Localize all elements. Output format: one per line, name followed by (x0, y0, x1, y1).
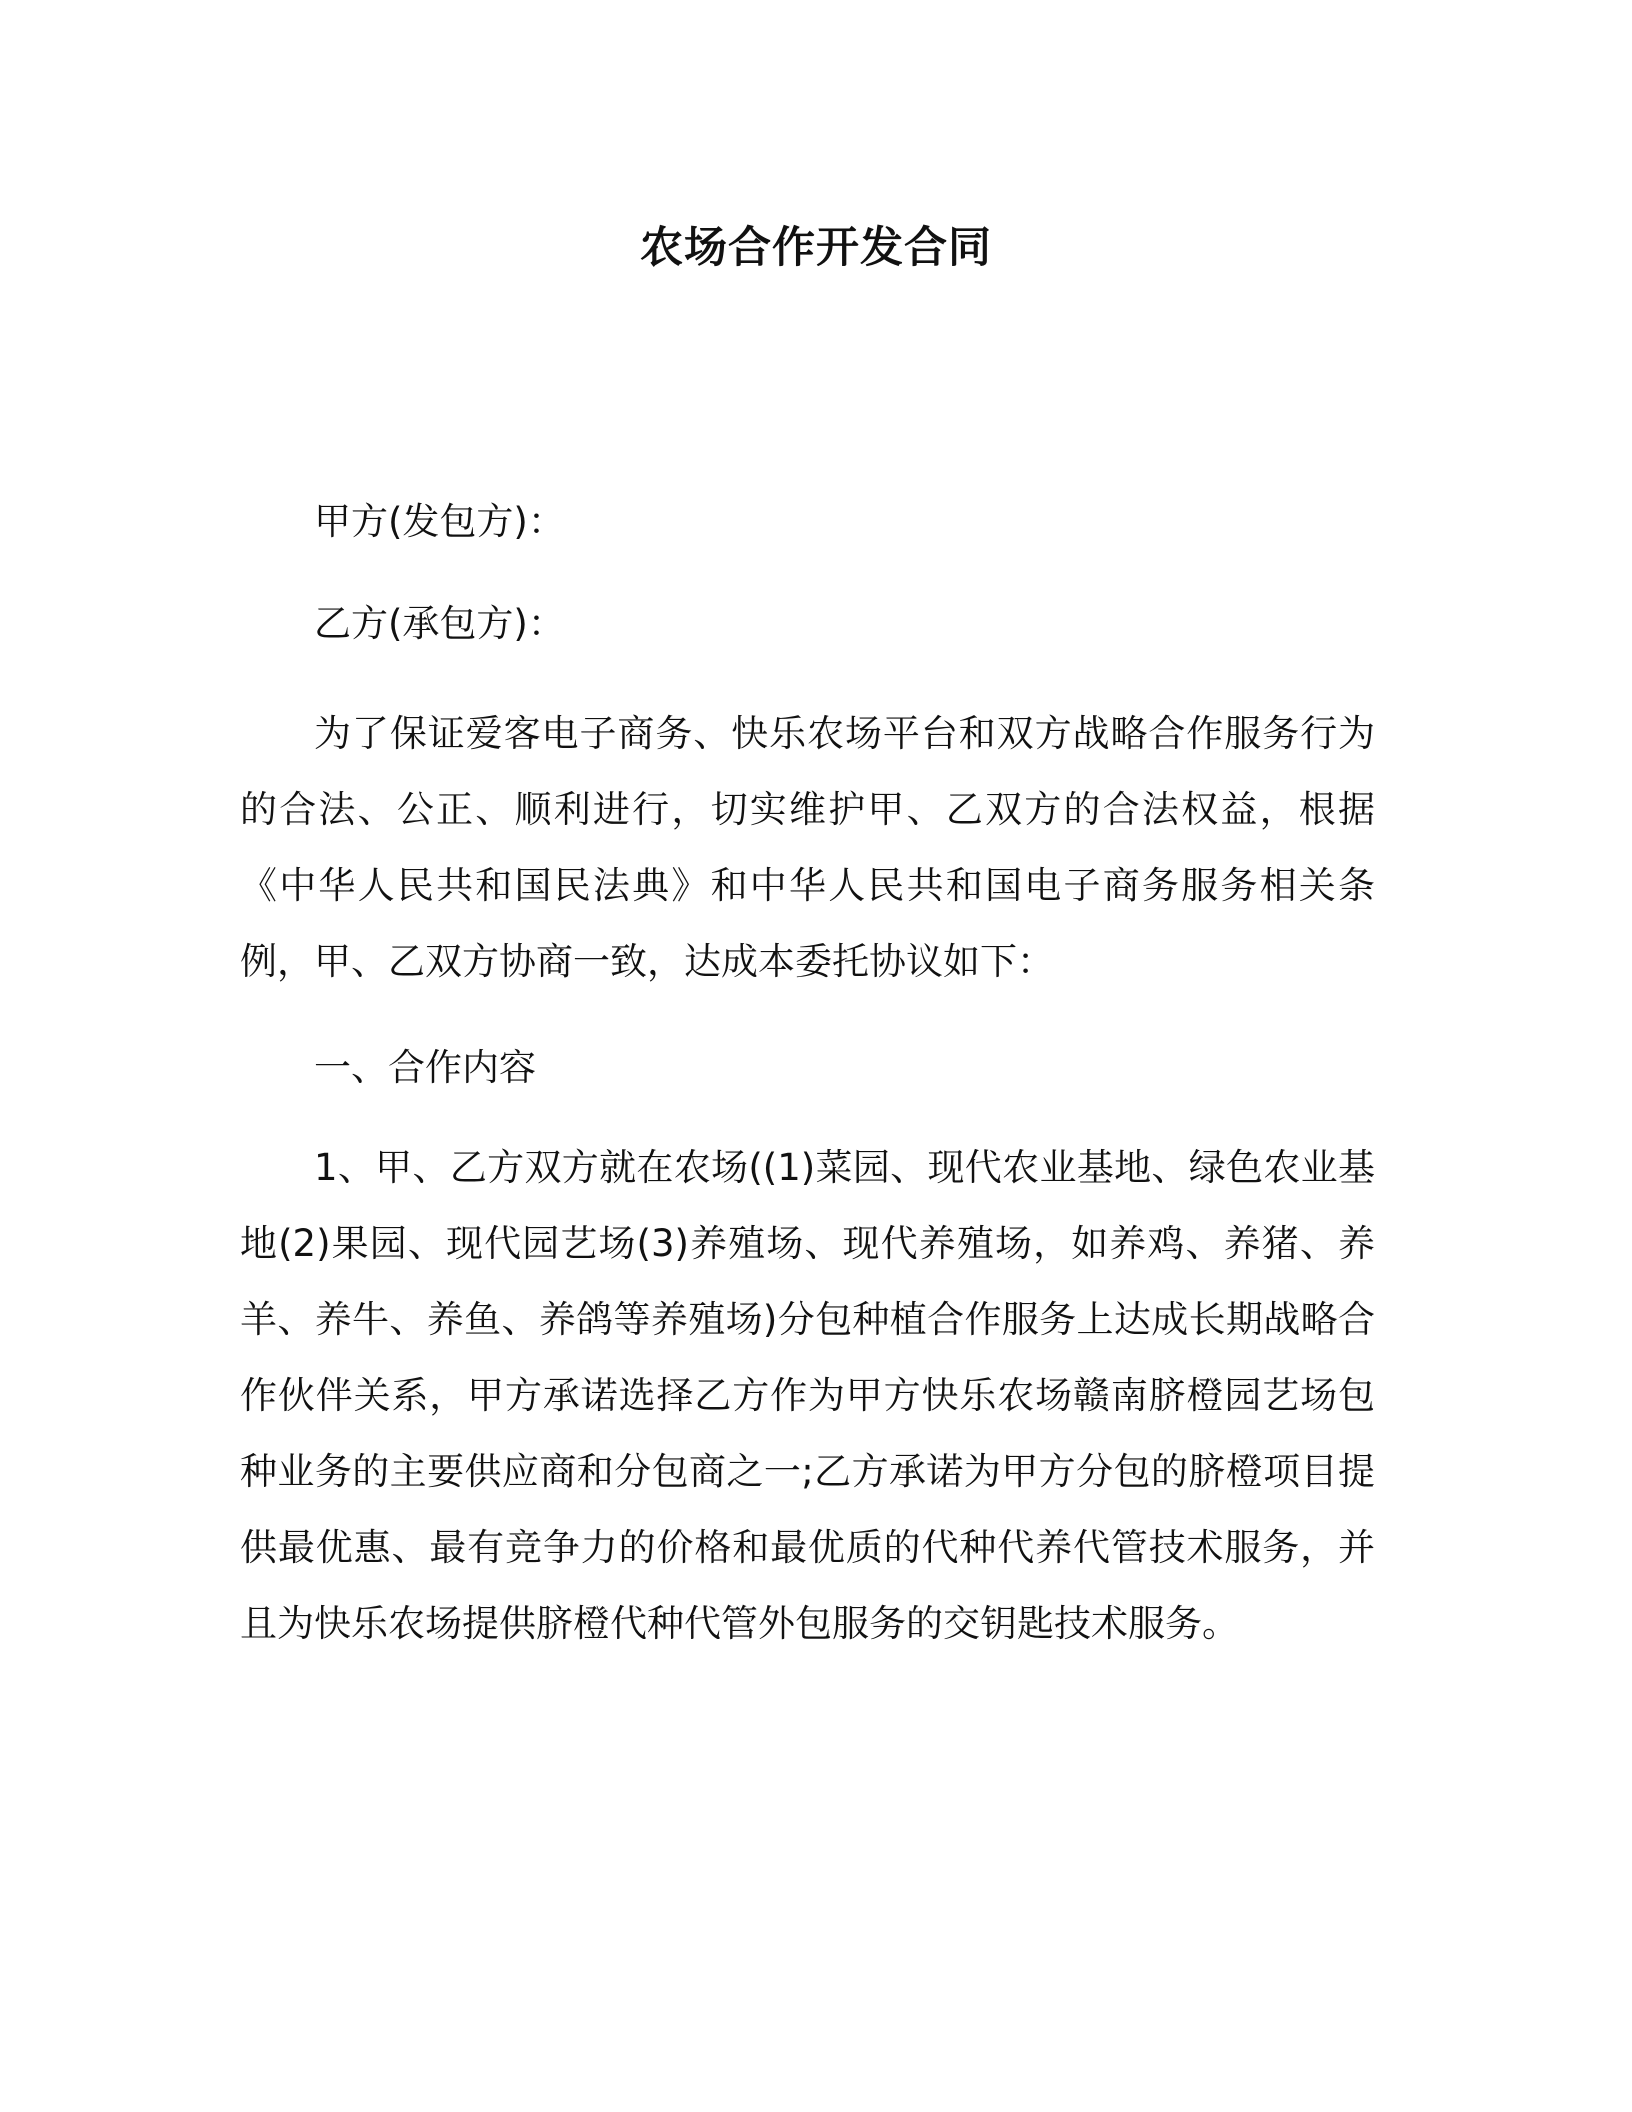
party-a-line: 甲方(发包方)： (314, 500, 565, 543)
section-heading-cooperation: 一、合作内容 (314, 1046, 536, 1089)
document-title: 农场合作开发合同 (640, 223, 992, 273)
party-b-line: 乙方(承包方)： (314, 602, 565, 645)
clause-1-paragraph: 1、甲、乙方双方就在农场((1)菜园、现代农业基地、绿色农业基地(2)果园、现代园艺场(3)养殖场、现代养殖场，如养鸡、养猪、养羊、养牛、养鱼、养鸽等养殖场)分包种植合作服务上达成长期战略合作伙伴关系，甲方承诺选择乙方作为甲方快乐农场赣南脐橙园艺场包种业务的主要供应商和分包商之一;乙方承诺为甲方分包的脐橙项目提供最优惠、最有竞争力的价格和最优质的代种代养代管技术服务，并且为快乐农场提供脐橙代种代管外包服务的交钥匙技术服务。 (240, 1146, 1375, 1645)
preamble-paragraph: 为了保证爱客电子商务、快乐农场平台和双方战略合作服务行为的合法、公正、顺利进行，切实维护甲、乙双方的合法权益，根据《中华人民共和国民法典》和中华人民共和国电子商务服务相关条例，甲、乙双方协商一致，达成本委托协议如下： (240, 712, 1375, 983)
